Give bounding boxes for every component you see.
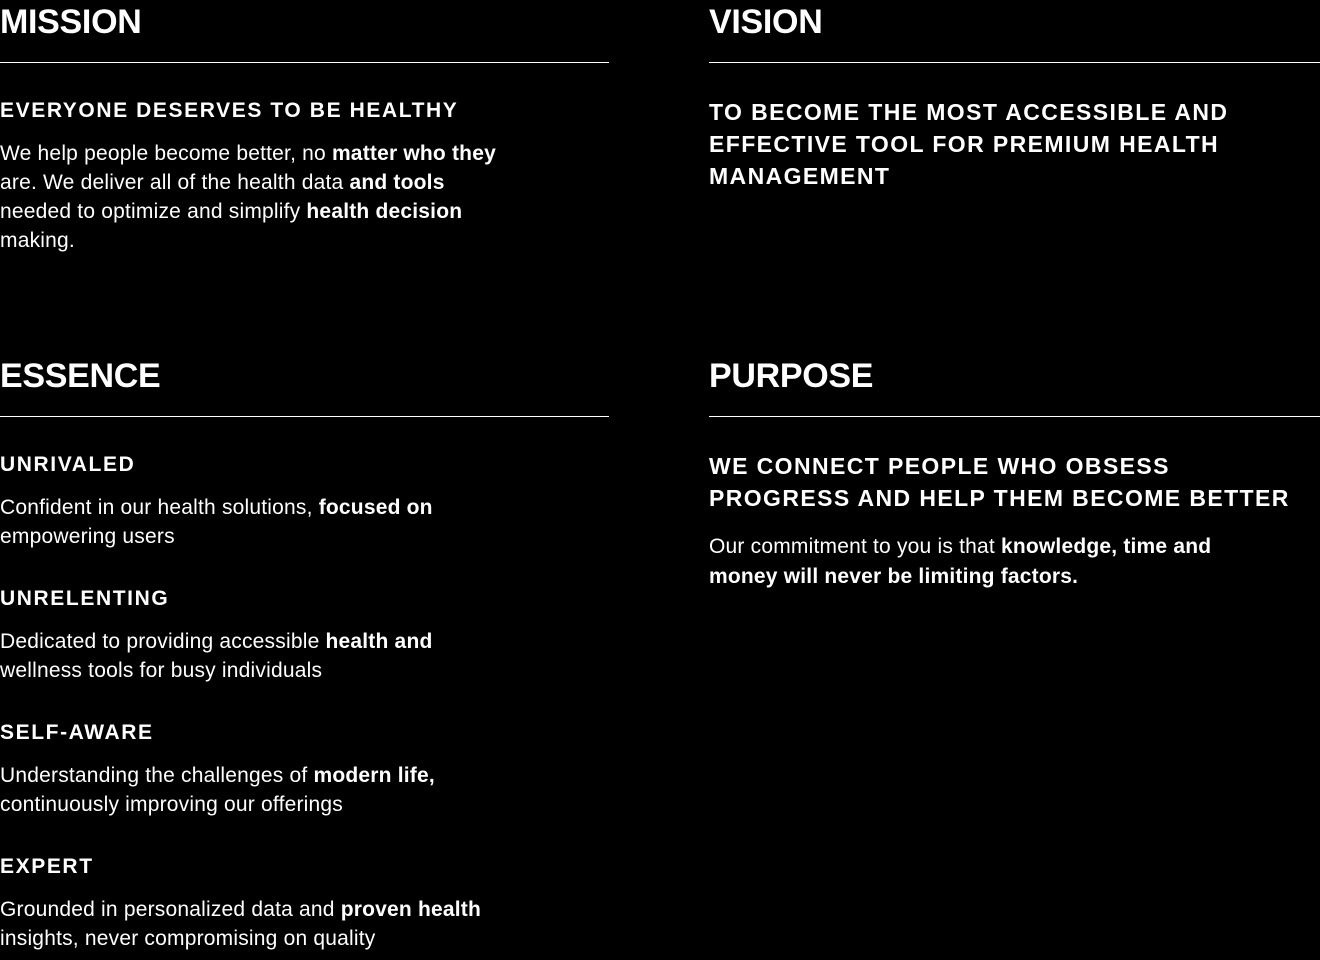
text-segment: Our commitment to you is that	[709, 535, 1001, 558]
subheading-unrivaled: UNRIVALED	[0, 453, 136, 476]
text-segment: Confident in our health solutions,	[0, 496, 319, 519]
paragraph-line	[0, 924, 609, 953]
section-vision	[709, 2, 1320, 192]
paragraph	[709, 532, 1320, 592]
text-segment: We help people become better, no	[0, 142, 332, 165]
text-segment: focused on	[318, 496, 433, 519]
section-title-essence: ESSENCE	[0, 357, 161, 395]
paragraph-line	[0, 522, 609, 551]
text-segment: matter who they	[331, 142, 496, 165]
statement	[709, 96, 1320, 192]
text-segment: Dedicated to providing accessible	[0, 630, 326, 653]
subheading-everyone-deserves-to-be-healthy: EVERYONE DESERVES TO BE HEALTHY	[0, 99, 459, 122]
statement-line: TO BECOME THE MOST ACCESSIBLE AND	[709, 99, 1229, 125]
section-divider	[0, 62, 609, 63]
paragraph-line	[0, 493, 609, 522]
section-purpose	[709, 356, 1320, 592]
text-segment: money will never be limiting factors.	[709, 565, 1079, 588]
text-segment: empowering users	[0, 525, 175, 548]
statement-line: MANAGEMENT	[709, 163, 891, 189]
text-segment: continuously improving our offerings	[0, 793, 343, 816]
section-title-vision: VISION	[709, 3, 823, 41]
statement-line: WE CONNECT PEOPLE WHO OBSESS	[709, 453, 1170, 479]
statement-line: EFFECTIVE TOOL FOR PREMIUM HEALTH	[709, 131, 1220, 157]
paragraph-line	[0, 139, 609, 168]
section-divider	[709, 62, 1320, 63]
subheading-expert: EXPERT	[0, 855, 94, 878]
section-title-mission: MISSION	[0, 3, 142, 41]
paragraph	[0, 627, 609, 685]
text-segment: are. We deliver all of the health data	[0, 171, 350, 194]
paragraph-line	[0, 895, 609, 924]
text-segment: health and	[325, 630, 433, 653]
text-segment: modern life,	[313, 764, 435, 787]
text-segment: making.	[0, 229, 75, 252]
text-segment: health decision	[306, 200, 463, 223]
text-segment: knowledge, time and	[1000, 535, 1212, 558]
paragraph-line	[0, 627, 609, 656]
paragraph-line	[0, 168, 609, 197]
text-segment: Understanding the challenges of	[0, 764, 314, 787]
section-mission	[0, 2, 609, 255]
paragraph	[0, 139, 609, 255]
section-title-purpose: PURPOSE	[709, 357, 874, 395]
text-segment: insights, never compromising on quality	[0, 927, 376, 950]
text-segment: needed to optimize and simplify	[0, 200, 307, 223]
text-segment: proven health	[340, 898, 482, 921]
text-segment: and tools	[349, 171, 445, 194]
text-segment: Grounded in personalized data and	[0, 898, 341, 921]
statement-line: PROGRESS AND HELP THEM BECOME BETTER	[709, 485, 1290, 511]
paragraph-line	[0, 761, 609, 790]
statement	[709, 450, 1320, 514]
paragraph-line	[0, 226, 609, 255]
paragraph	[0, 895, 609, 953]
paragraph-line	[709, 562, 1320, 592]
section-divider	[0, 416, 609, 417]
paragraph-line	[0, 790, 609, 819]
subheading-self-aware: SELF-AWARE	[0, 721, 154, 744]
text-segment: wellness tools for busy individuals	[0, 659, 323, 682]
paragraph	[0, 493, 609, 551]
section-essence	[0, 356, 609, 953]
paragraph-line	[0, 197, 609, 226]
paragraph-line	[0, 656, 609, 685]
section-divider	[709, 416, 1320, 417]
paragraph-line	[709, 532, 1320, 562]
subheading-unrelenting: UNRELENTING	[0, 587, 170, 610]
paragraph	[0, 761, 609, 819]
